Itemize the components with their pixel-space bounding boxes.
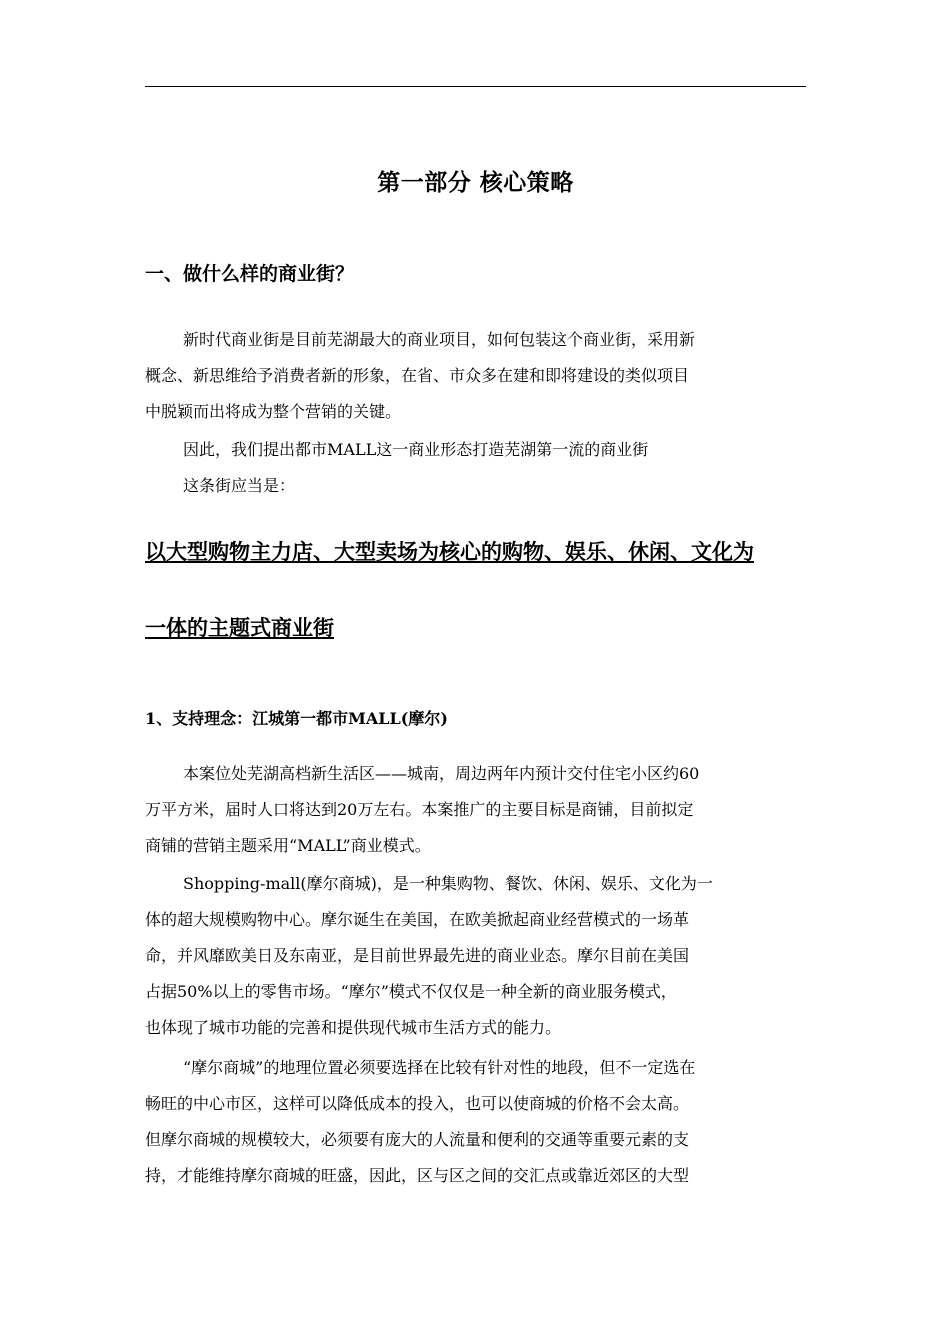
body-paragraph-1 — [145, 756, 806, 864]
subsection-heading: 1、支持理念：江城第一都市MALL(摩尔) — [145, 709, 448, 728]
intro-line: 中脱颖而出将成为整个营销的关键。 — [145, 402, 402, 421]
body-line: 也体现了城市功能的完善和提供现代城市生活方式的能力。 — [145, 1018, 562, 1037]
body-paragraph-3 — [145, 1050, 806, 1194]
body-line: 体的超大规模购物中心。摩尔诞生在美国，在欧美掀起商业经营模式的一场革 — [145, 910, 690, 929]
statement-line: 以大型购物主力店、大型卖场为核心的购物、娱乐、休闲、文化为 — [145, 539, 754, 564]
body-line: Shopping-mall(摩尔商城)，是一种集购物、餐饮、休闲、娱乐、文化为一 — [183, 874, 713, 893]
body-line: 商铺的营销主题采用“MALL”商业模式。 — [145, 836, 431, 855]
section-heading: 一、做什么样的商业街？ — [145, 263, 355, 285]
body-line: 畅旺的中心市区，这样可以降低成本的投入，也可以使商城的价格不会太高。 — [145, 1094, 690, 1113]
intro-paragraph — [145, 322, 806, 430]
body-line: 持，才能维持摩尔商城的旺盛，因此，区与区之间的交汇点或靠近郊区的大型 — [145, 1166, 690, 1185]
body-line: 但摩尔商城的规模较大，必须要有庞大的人流量和便利的交通等重要元素的支 — [145, 1130, 690, 1149]
header-rule — [145, 86, 806, 87]
intro-paragraph-2: 因此，我们提出都市MALL这一商业形态打造芜湖第一流的商业街 — [183, 440, 649, 459]
intro-line: 新时代商业街是目前芜湖最大的商业项目，如何包装这个商业街，采用新 — [183, 330, 696, 349]
body-line: 万平方米，届时人口将达到20万左右。本案推广的主要目标是商铺，目前拟定 — [145, 800, 694, 819]
part-title: 第一部分 核心策略 — [377, 169, 574, 196]
intro-line: 概念、新思维给予消费者新的形象，在省、市众多在建和即将建设的类似项目 — [145, 366, 690, 385]
body-line: 命，并风靡欧美日及东南亚，是目前世界最先进的商业业态。摩尔目前在美国 — [145, 946, 690, 965]
key-positioning-statement — [145, 514, 806, 666]
statement-line: 一体的主题式商业街 — [145, 615, 334, 640]
body-line: “摩尔商城”的地理位置必须要选择在比较有针对性的地段，但不一定选在 — [183, 1058, 696, 1077]
body-line: 占据50%以上的零售市场。“摩尔”模式不仅仅是一种全新的商业服务模式， — [145, 982, 677, 1001]
intro-paragraph-3: 这条街应当是： — [183, 476, 296, 495]
body-line: 本案位处芜湖高档新生活区——城南，周边两年内预计交付住宅小区约60 — [183, 764, 700, 783]
body-paragraph-2 — [145, 866, 806, 1046]
